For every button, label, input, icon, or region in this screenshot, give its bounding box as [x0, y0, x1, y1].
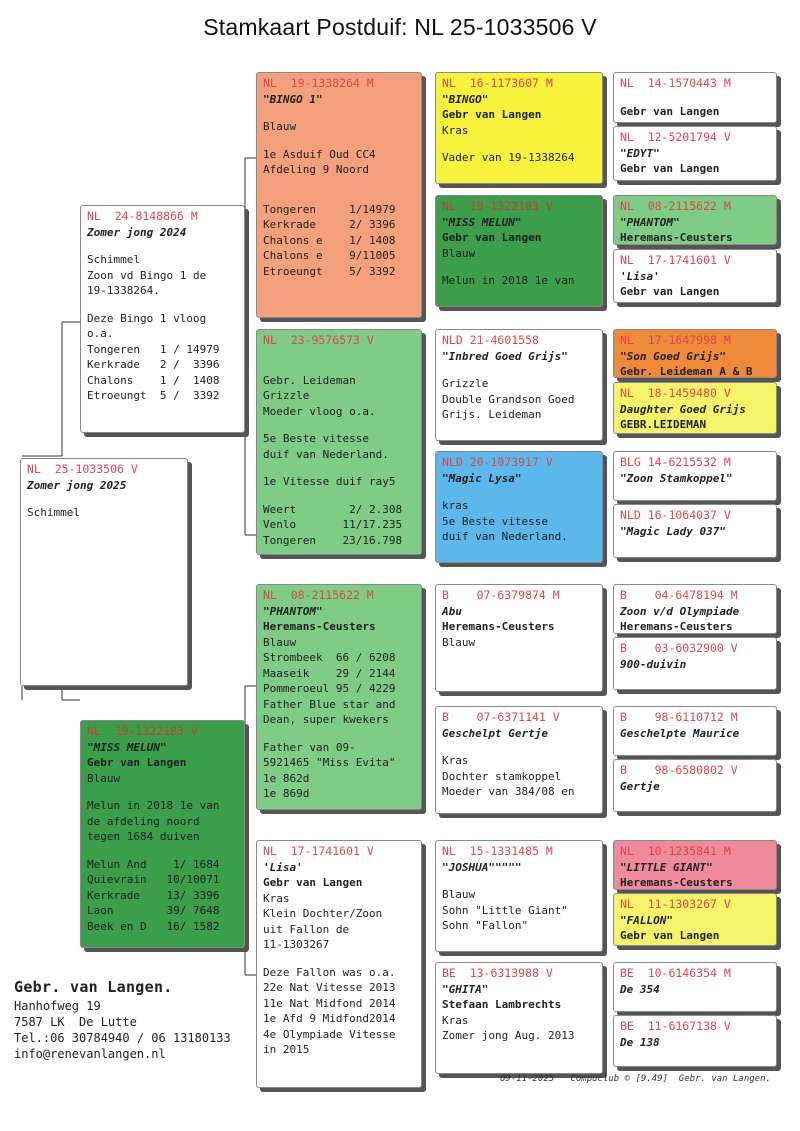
pigeon-info-line: 5e Beste vitesse	[263, 432, 369, 445]
breeder-name: Gebr van Langen	[442, 108, 542, 121]
page-title: Stamkaart Postduif: NL 25-1033506 V	[203, 14, 597, 40]
pedigree-g9-card[interactable]	[613, 584, 777, 634]
pigeon-info-line: Deze Fallon was o.a.	[263, 965, 396, 979]
pigeon-info-line: Etroeungt 5/ 3392	[263, 264, 396, 278]
ring-number: B 07-6371141 V	[442, 710, 560, 724]
pigeon-info-line: de afdeling noord	[87, 814, 200, 828]
pigeon-info-line: Kerkrade 2/ 3396	[263, 218, 396, 231]
pedigree-ff-card[interactable]	[256, 72, 422, 318]
pigeon-info-line: Dean, super kwekers	[263, 713, 389, 726]
pigeon-info-line: Blauw	[87, 771, 121, 785]
pigeon-info-line: 5921465 "Miss Evita"	[263, 756, 396, 769]
spacer	[263, 349, 415, 361]
breeder-name: Heremans-Ceusters	[263, 620, 376, 633]
pigeon-info-line: Venlo 11/17.235	[263, 518, 403, 531]
pigeon-info-line: Grijs. Leideman	[442, 408, 542, 421]
breeder-name: Gebr van Langen	[620, 285, 720, 298]
pigeon-info-line: kras	[442, 499, 469, 512]
footer-text: 09-11-2025 Compuclub © [9.49] Gebr. van Langen.	[500, 1074, 771, 1084]
pedigree-g1-card[interactable]	[613, 72, 777, 123]
pigeon-name: "Inbred Goed Grijs"	[442, 349, 568, 363]
pigeon-info-line	[263, 107, 415, 119]
pigeon-info-line: Klein Dochter/Zoon	[263, 907, 383, 920]
ring-number: NL 25-1033506 V	[27, 462, 138, 476]
pigeon-info-line	[87, 299, 238, 311]
ring-number: BLG 14-6215532 M	[620, 455, 731, 469]
pigeon-info-line: Schimmel	[27, 506, 80, 519]
pigeon-info-line: duif van Nederland.	[442, 530, 568, 543]
pigeon-info-line: Tongeren 23/16.798	[263, 533, 403, 547]
pigeon-name: Abu	[442, 604, 462, 618]
pigeon-name: "Magic Lady 037"	[620, 524, 726, 538]
pigeon-name: Geschelpte Maurice	[620, 726, 740, 740]
pedigree-mmf-card[interactable]	[435, 840, 603, 952]
pigeon-info-line: Maaseik 29 / 2144	[263, 666, 396, 680]
pedigree-mfm-card[interactable]	[435, 706, 603, 814]
pedigree-fmf-card[interactable]	[435, 329, 603, 441]
pigeon-name: "BINGO 1"	[263, 92, 323, 106]
ring-number: BE 13-6313988 V	[442, 966, 553, 980]
ring-number: NL 17-1741601 V	[263, 844, 374, 858]
pigeon-info-line: 22e Nat Vitesse 2013	[263, 981, 396, 994]
pigeon-info-line: uit Fallon de	[263, 922, 350, 936]
pedigree-mother-card[interactable]	[80, 720, 245, 948]
ring-number: NL 08-2115622 M	[620, 199, 731, 213]
pigeon-name: De 354	[620, 982, 660, 996]
breeder-name: Heremans-Ceusters	[620, 231, 733, 244]
pigeon-info-line: Deze Bingo 1 vloog	[87, 311, 207, 325]
pigeon-info-line: Blauw	[442, 246, 476, 260]
ring-number: NL 08-2115622 M	[263, 588, 374, 602]
pigeon-info-line: 1e 862d	[263, 771, 310, 785]
pigeon-info-line: Laon 39/ 7648	[87, 904, 220, 917]
pigeon-info-line: Chalons 1 / 1408	[87, 373, 220, 387]
pigeon-info-line: Kras	[442, 754, 469, 767]
pigeon-info-line: 1e Afd 9 Midfond2014	[263, 1012, 396, 1025]
ring-number: NL 19-1322183 V	[87, 724, 198, 738]
breeder-name: Gebr van Langen	[620, 929, 720, 942]
pedigree-father-card[interactable]	[80, 205, 245, 433]
pedigree-g6-card[interactable]	[613, 382, 777, 434]
pedigree-mf-card[interactable]	[256, 584, 422, 810]
pigeon-info-line	[263, 419, 415, 431]
pigeon-info-line: Blauw	[263, 120, 297, 133]
pedigree-g10-card[interactable]	[613, 637, 777, 690]
ring-number: NLD 16-1064037 V	[620, 508, 731, 522]
pigeon-info-line: Schimmel	[87, 253, 140, 266]
pigeon-info-line: 19-1338264.	[87, 284, 160, 297]
pigeon-name: 'Lisa'	[620, 269, 660, 283]
pigeon-info-line	[263, 361, 415, 373]
pigeon-name: 'Lisa'	[263, 860, 303, 874]
pigeon-info-line: Kerkrade 13/ 3396	[87, 888, 220, 902]
pigeon-name: "LITTLE GIANT"	[620, 860, 713, 874]
pigeon-info-line: in 2015	[263, 1043, 310, 1056]
owner-name: Gebr. van Langen.	[14, 978, 173, 996]
pigeon-info-line: Afdeling 9 Noord	[263, 163, 369, 176]
pigeon-info-line: Sohn "Fallon"	[442, 919, 529, 932]
breeder-name: Gebr. Leideman A & B	[620, 365, 753, 378]
pedigree-mm-card[interactable]	[256, 840, 422, 1088]
ring-number: B 98-6580802 V	[620, 763, 738, 777]
ring-number: B 03-6032900 V	[620, 641, 738, 655]
ring-number: B 04-6478194 M	[620, 588, 738, 602]
ring-number: B 07-6379874 M	[442, 588, 560, 602]
pigeon-info-line	[442, 486, 596, 498]
pigeon-info-line	[87, 786, 238, 798]
pigeon-info-line: Chalons e 1/ 1408	[263, 233, 396, 247]
pedigree-g12-card[interactable]	[613, 759, 777, 812]
breeder-name: Heremans-Ceusters	[620, 876, 733, 889]
pigeon-name: Zomer jong 2025	[27, 478, 127, 492]
pigeon-info-line	[442, 741, 596, 753]
ring-number: NL 11-1303267 V	[620, 897, 731, 911]
pedigree-mff-card[interactable]	[435, 584, 603, 692]
pigeon-info-line: 4e Olympiade Vitesse	[263, 1027, 396, 1041]
pigeon-info-line	[87, 845, 238, 857]
pigeon-info-line: Blauw	[263, 635, 297, 649]
pigeon-info-line: Double Grandson Goed	[442, 392, 575, 406]
pigeon-info-line	[442, 261, 596, 273]
pigeon-info-line: Pommeroeul 95 / 4229	[263, 682, 396, 695]
ring-number: NL 12-5201794 V	[620, 130, 731, 144]
ring-number: NL 14-1570443 M	[620, 76, 731, 90]
ring-number: NL 23-9576573 V	[263, 333, 374, 347]
ring-number: NL 19-1338264 M	[263, 76, 374, 90]
pigeon-name: "Magic Lysa"	[442, 471, 522, 485]
pigeon-info-line: o.a.	[87, 327, 114, 340]
pigeon-info-line: Kerkrade 2 / 3396	[87, 358, 220, 371]
ring-number: NLD 21-4601558	[442, 333, 539, 347]
pedigree-g15-card[interactable]	[613, 962, 777, 1012]
pigeon-name: "MISS MELUN"	[87, 740, 167, 754]
pigeon-info-line	[263, 190, 415, 202]
ring-number: B 98-6110712 M	[620, 710, 738, 724]
pigeon-info-line: Vader van 19-1338264	[442, 151, 575, 164]
ring-number: NL 19-1322183 V	[442, 199, 553, 213]
pigeon-name: "GHITA"	[442, 982, 489, 996]
owner-line: 7587 LK De Lutte	[14, 1015, 137, 1029]
pigeon-info-line: Melun in 2018 1e van	[442, 274, 575, 287]
pigeon-info-line: Melun in 2018 1e van	[87, 799, 220, 812]
pigeon-info-line: Tongeren 1/14979	[263, 202, 396, 216]
owner-line: Hanhofweg 19	[14, 999, 101, 1013]
pigeon-info-line: Kras	[442, 1013, 469, 1027]
pigeon-info-line: Blauw	[442, 888, 476, 901]
pigeon-info-line: 11-1303267	[263, 938, 330, 951]
pigeon-info-line: Melun And 1/ 1684	[87, 857, 220, 871]
breeder-name: Gebr van Langen	[442, 231, 542, 244]
pigeon-info-line: Grizzle	[442, 377, 489, 390]
pigeon-info-line	[263, 135, 415, 147]
pigeon-info-line: Father Blue star and	[263, 697, 396, 711]
pedigree-g13-card[interactable]	[613, 840, 777, 890]
pigeon-info-line: Zomer jong Aug. 2013	[442, 1029, 575, 1042]
pigeon-name: "Zoon Stamkoppel"	[620, 471, 733, 485]
pigeon-info-line: 1e Asduif Oud CC4	[263, 147, 376, 161]
pigeon-name: Daughter Goed Grijs	[620, 402, 746, 416]
pedigree-fmm-card[interactable]	[435, 451, 603, 563]
pigeon-info-line	[263, 953, 415, 965]
pigeon-info-line: Beek en D 16/ 1582	[87, 919, 220, 933]
pedigree-g5-card[interactable]	[613, 329, 777, 378]
pigeon-info-line: Weert 2/ 2.308	[263, 502, 403, 516]
pedigree-g2-card[interactable]	[613, 126, 777, 181]
pigeon-info-line: Moeder vloog o.a.	[263, 404, 376, 418]
pigeon-name: Zoon v/d Olympiade	[620, 604, 740, 618]
pedigree-g4-card[interactable]	[613, 249, 777, 303]
pigeon-info-line: Grizzle	[263, 389, 310, 402]
pigeon-info-line: Moeder van 384/08 en	[442, 785, 575, 798]
pigeon-info-line: Kras	[263, 891, 290, 905]
ring-number: NL 24-8148866 M	[87, 209, 198, 223]
pigeon-info-line: 5e Beste vitesse	[442, 514, 548, 528]
pigeon-info-line: Father van 09-	[263, 740, 356, 754]
pedigree-g11-card[interactable]	[613, 706, 777, 756]
pigeon-info-line: Dochter stamkoppel	[442, 769, 562, 783]
owner-email: info@renevanlangen.nl	[14, 1047, 166, 1061]
pigeon-name: "MISS MELUN"	[442, 215, 522, 229]
pedigree-g14-card[interactable]	[613, 893, 777, 946]
breeder-name: Gebr van Langen	[620, 162, 720, 175]
ring-number: NL 18-1459480 V	[620, 386, 731, 400]
pigeon-name: "Son Goed Grijs"	[620, 349, 726, 363]
pedigree-g16-card[interactable]	[613, 1015, 777, 1067]
spacer	[87, 240, 238, 252]
pigeon-name: Gertje	[620, 779, 660, 793]
breeder-name: Stefaan Lambrechts	[442, 998, 562, 1011]
pigeon-name: 900-duivin	[620, 657, 687, 671]
pigeon-name: "PHANTOM"	[620, 215, 680, 229]
pigeon-info-line	[263, 728, 415, 740]
ring-number: BE 10-6146354 M	[620, 966, 731, 980]
pedigree-g7-card[interactable]	[613, 451, 777, 501]
pigeon-info-line	[442, 875, 596, 887]
ring-number: NL 17-1741601 V	[620, 253, 731, 267]
pigeon-info-line: Gebr. Leideman	[263, 373, 356, 387]
ring-number: NL 10-1235841 M	[620, 844, 731, 858]
pigeon-name: Zomer jong 2024	[87, 225, 187, 239]
ring-number: BE 11-6167138 V	[620, 1019, 731, 1033]
breeder-name: Gebr van Langen	[620, 104, 720, 118]
pigeon-info-line: Chalons e 9/11005	[263, 249, 396, 262]
breeder-name: GEBR.LEIDEMAN	[620, 418, 707, 431]
pedigree-fff-card[interactable]	[435, 72, 603, 184]
pigeon-info-line: Zoon vd Bingo 1 de	[87, 268, 207, 282]
breeder-name: Heremans-Ceusters	[442, 620, 555, 633]
pigeon-info-line: 1e Vitesse duif ray5	[263, 475, 396, 488]
pigeon-info-line: Etroeungt 5 / 3392	[87, 389, 220, 402]
pigeon-info-line: tegen 1684 duiven	[87, 830, 200, 843]
pigeon-name: De 138	[620, 1035, 660, 1049]
pedigree-g3-card[interactable]	[613, 195, 777, 245]
pedigree-mmm-card[interactable]	[435, 962, 603, 1074]
ring-number: NL 17-1647998 M	[620, 333, 731, 347]
pedigree-subject-card[interactable]	[20, 458, 188, 686]
pigeon-name: "BINGO"	[442, 92, 489, 106]
pigeon-info-line: 11e Nat Midfond 2014	[263, 996, 396, 1010]
breeder-name: Gebr van Langen	[87, 756, 187, 769]
pigeon-info-line	[263, 462, 415, 474]
pigeon-info-line: Blauw	[442, 635, 476, 649]
pigeon-name: Geschelpt Gertje	[442, 726, 548, 740]
ring-number: NLD 20-1073917 V	[442, 455, 553, 469]
owner-line: Tel.:06 30784940 / 06 13180133	[14, 1031, 231, 1045]
pigeon-name: "FALLON"	[620, 913, 673, 927]
pedigree-ffm-card[interactable]	[435, 195, 603, 307]
pigeon-info-line: Sohn "Little Giant"	[442, 903, 568, 917]
spacer	[620, 92, 770, 104]
pigeon-info-line: duif van Nederland.	[263, 447, 389, 461]
pigeon-info-line: 1e 869d	[263, 787, 310, 800]
pigeon-info-line	[442, 138, 596, 150]
owner-block	[14, 976, 231, 1062]
breeder-name: Gebr van Langen	[263, 876, 363, 889]
ring-number: NL 15-1331485 M	[442, 844, 553, 858]
pigeon-info-line: Quievrain 10/10071	[87, 873, 220, 886]
spacer	[27, 493, 181, 505]
pigeon-info-line	[263, 490, 415, 502]
pigeon-info-line: Kras	[442, 123, 469, 137]
pigeon-info-line	[442, 364, 596, 376]
pedigree-fm-card[interactable]	[256, 329, 422, 555]
pigeon-info-line	[263, 178, 415, 190]
ring-number: NL 16-1173607 M	[442, 76, 553, 90]
pedigree-g8-card[interactable]	[613, 504, 777, 558]
pigeon-name: "EDYT"	[620, 146, 660, 160]
pigeon-name: "PHANTOM"	[263, 604, 323, 618]
breeder-name: Heremans-Ceusters	[620, 620, 733, 633]
pigeon-info-line: Strombeek 66 / 6208	[263, 651, 396, 664]
pigeon-info-line: Tongeren 1 / 14979	[87, 342, 220, 356]
pigeon-name: "JOSHUA"""""	[442, 860, 522, 874]
